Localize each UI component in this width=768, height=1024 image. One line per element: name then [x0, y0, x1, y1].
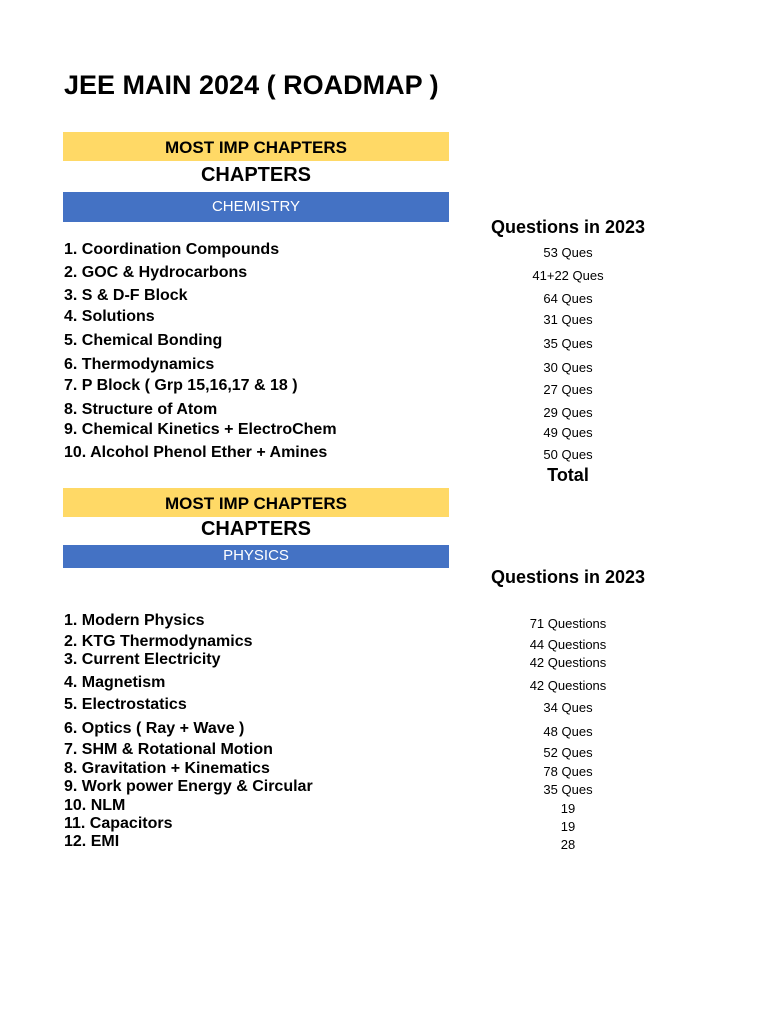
physics-count: 44 Questions: [529, 637, 607, 652]
physics-count: 34 Ques: [543, 700, 593, 715]
chemistry-most-imp-band: MOST IMP CHAPTERS: [63, 132, 449, 161]
physics-count: 42 Questions: [529, 655, 607, 670]
chemistry-subject-band: CHEMISTRY: [63, 192, 449, 222]
chemistry-chapter: 3. S & D-F Block: [64, 287, 188, 304]
chemistry-chapter: 10. Alcohol Phenol Ether + Amines: [64, 444, 328, 461]
physics-chapter: 10. NLM: [64, 797, 126, 814]
chemistry-chapter: 1. Coordination Compounds: [64, 241, 280, 258]
chemistry-count: 30 Ques: [543, 360, 593, 375]
physics-most-imp-band: MOST IMP CHAPTERS: [63, 488, 449, 517]
physics-chapter: 9. Work power Energy & Circular: [64, 778, 313, 795]
chemistry-count: 41+22 Ques: [532, 268, 604, 283]
chemistry-chapter: 8. Structure of Atom: [64, 401, 218, 418]
chemistry-total-label: Total: [547, 465, 589, 485]
chemistry-questions-header: Questions in 2023: [490, 217, 646, 237]
physics-chapter: 5. Electrostatics: [64, 696, 187, 713]
physics-count: 42 Questions: [529, 678, 607, 693]
chemistry-count: 53 Ques: [543, 245, 593, 260]
chemistry-chapter: 7. P Block ( Grp 15,16,17 & 18 ): [64, 377, 298, 394]
chemistry-chapter: 6. Thermodynamics: [64, 356, 215, 373]
physics-chapter: 8. Gravitation + Kinematics: [64, 760, 270, 777]
chemistry-count: 29 Ques: [543, 405, 593, 420]
chemistry-count: 35 Ques: [543, 336, 593, 351]
chemistry-count: 31 Ques: [543, 312, 593, 327]
physics-chapter: 2. KTG Thermodynamics: [64, 633, 253, 650]
chemistry-chapters-heading: CHAPTERS: [200, 164, 311, 186]
chemistry-count: 64 Ques: [543, 291, 593, 306]
page-title: JEE MAIN 2024 ( ROADMAP ): [64, 70, 439, 100]
chemistry-chapter: 4. Solutions: [64, 308, 155, 325]
chemistry-chapter: 5. Chemical Bonding: [64, 332, 223, 349]
physics-questions-header: Questions in 2023: [490, 567, 646, 587]
physics-chapter: 4. Magnetism: [64, 674, 166, 691]
physics-chapters-heading: CHAPTERS: [200, 518, 311, 540]
chemistry-count: 50 Ques: [543, 447, 593, 462]
chemistry-chapter: 9. Chemical Kinetics + ElectroChem: [64, 421, 337, 438]
chemistry-count: 27 Ques: [543, 382, 593, 397]
physics-count: 28: [560, 837, 576, 852]
chemistry-chapter: 2. GOC & Hydrocarbons: [64, 264, 248, 281]
physics-chapter: 7. SHM & Rotational Motion: [64, 741, 273, 758]
physics-chapter: 11. Capacitors: [64, 815, 173, 832]
physics-count: 52 Ques: [543, 745, 593, 760]
physics-subject-band: PHYSICS: [63, 545, 449, 568]
physics-chapter: 1. Modern Physics: [64, 612, 205, 629]
physics-count: 35 Ques: [543, 782, 593, 797]
physics-chapter: 3. Current Electricity: [64, 651, 221, 668]
chemistry-count: 49 Ques: [543, 425, 593, 440]
physics-chapter: 12. EMI: [64, 833, 120, 850]
physics-count: 78 Ques: [543, 764, 593, 779]
physics-count: 19: [560, 801, 576, 816]
physics-count: 19: [560, 819, 576, 834]
physics-count: 48 Ques: [543, 724, 593, 739]
physics-chapter: 6. Optics ( Ray + Wave ): [64, 720, 245, 737]
physics-count: 71 Questions: [529, 616, 607, 631]
